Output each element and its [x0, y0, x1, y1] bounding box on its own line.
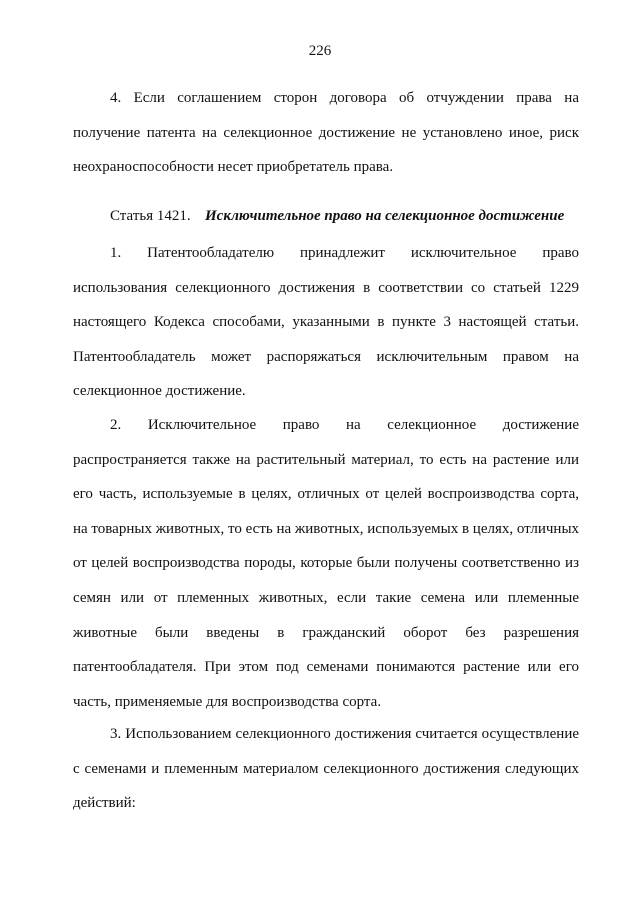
- article-title: Исключительное право на селекционное достижение: [205, 208, 565, 224]
- paragraph-clause-1: 1. Патентообладателю принадлежит исключительное право использования селекционного достижения в соответствии со статьей 1229 настоящего Кодекса способами, указанными в пункте 3 настоящей статьи. Патентообладатель может распоряжаться исключительным правом на селекционное достижение.: [73, 245, 579, 400]
- paragraph-item-4: 4. Если соглашением сторон договора об отчуждении права на получение патента на селекционное достижение не установлено иное, риск неохраноспособности несет приобретатель права.: [73, 90, 579, 176]
- paragraph-clause-2: 2. Исключительное право на селекционное достижение распространяется также на растительный материал, то есть на растение или его часть, используемые в целях, отличных от целей воспроизводства сорта, на товарных животных, то есть на животных, используемых в целях, отличных от целей воспроизводства породы, которые были получены соответственно из семян или от племенных животных, если такие семена или племенные животные были введены в гражданский оборот без разрешения патентообладателя. При этом под семенами понимаются растение или его часть, применяемые для воспроизводства сорта.: [73, 417, 580, 710]
- paragraph-clause-3: 3. Использованием селекционного достижения считается осуществление с семенами и племенным материалом селекционного достижения следующих действий:: [73, 726, 579, 812]
- article-number: Статья 1421.: [110, 208, 191, 224]
- article-heading: [110, 201, 590, 231]
- page-number: 226: [308, 43, 332, 59]
